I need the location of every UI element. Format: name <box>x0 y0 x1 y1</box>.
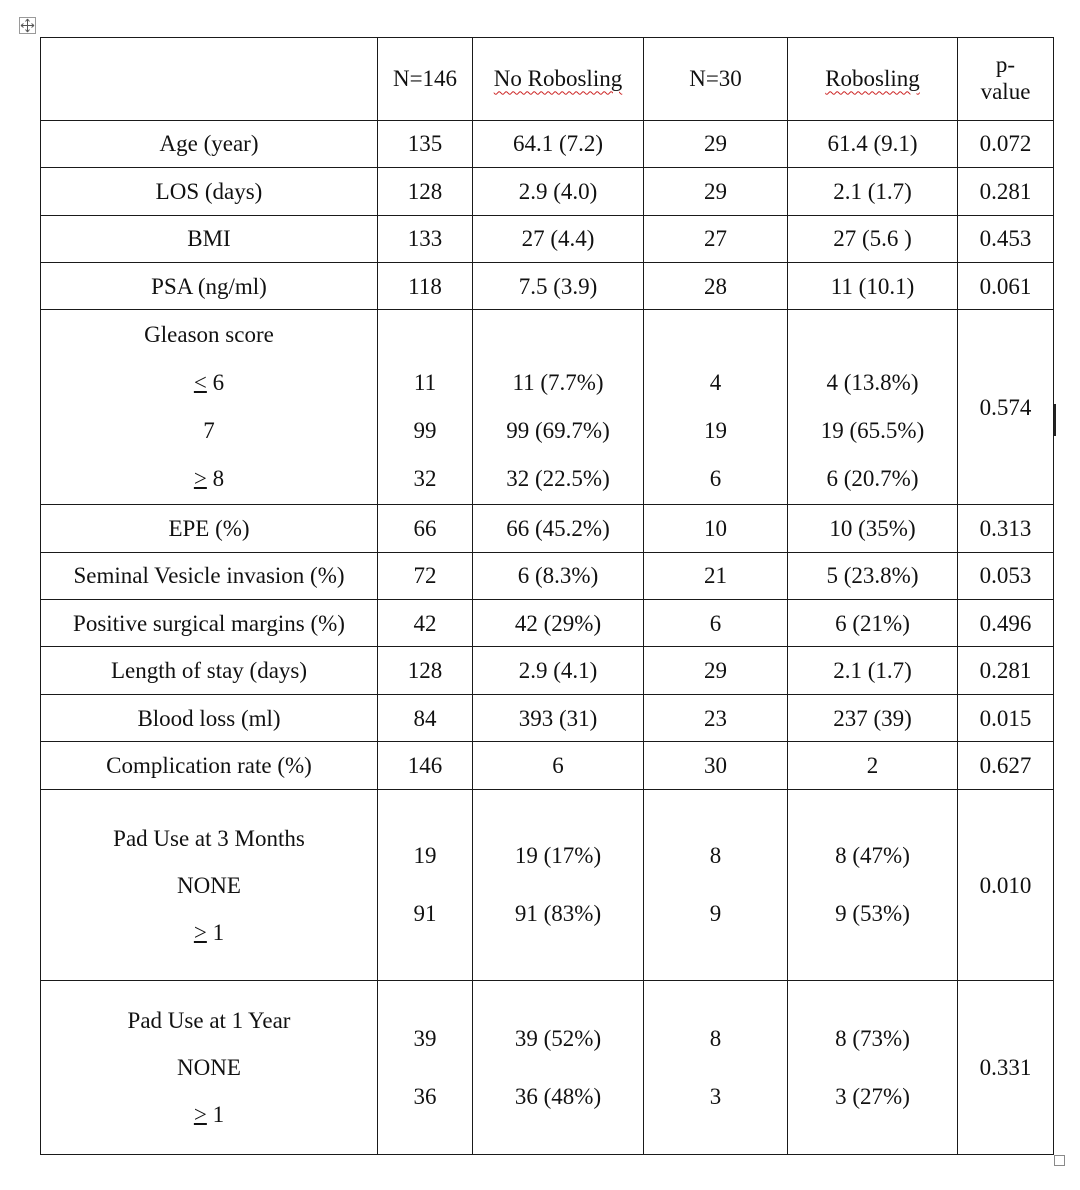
row-pvalue[interactable]: 0.015 <box>958 694 1054 741</box>
results-table <box>40 37 1054 1155</box>
gleason-level-label: > 8 <box>193 466 225 492</box>
pad1-group1: 39 (52%) <box>514 1025 602 1051</box>
row-pvalue[interactable]: 0.053 <box>958 552 1054 599</box>
pad1-n1: 39 <box>413 1025 437 1051</box>
pad1-group2: 8 (73%) <box>835 1025 910 1051</box>
row-pvalue[interactable]: 0.281 <box>958 647 1054 694</box>
pad1-n1-cell[interactable] <box>378 981 473 1155</box>
gleason-n1-cell[interactable] <box>378 310 473 505</box>
pad3-group1: 91 (83%) <box>514 901 602 927</box>
gleason-group1-cell[interactable] <box>473 310 644 505</box>
row-group2[interactable]: 237 (39) <box>788 694 958 741</box>
row-group1[interactable]: 7.5 (3.9) <box>473 263 644 310</box>
row-n2[interactable]: 27 <box>644 215 788 262</box>
row-group2[interactable]: 2 <box>788 742 958 789</box>
pad3-n2: 8 <box>709 843 722 869</box>
row-group1[interactable]: 27 (4.4) <box>473 215 644 262</box>
header-n2[interactable]: N=30 <box>644 38 788 121</box>
header-group1[interactable] <box>473 38 644 121</box>
table-row-psa <box>41 263 1054 310</box>
row-group2[interactable]: 10 (35%) <box>788 505 958 552</box>
row-n1[interactable]: 135 <box>378 120 473 167</box>
row-label[interactable]: Age (year) <box>41 120 378 167</box>
row-n1[interactable]: 66 <box>378 505 473 552</box>
row-group1[interactable]: 64.1 (7.2) <box>473 120 644 167</box>
row-pvalue[interactable]: 0.313 <box>958 505 1054 552</box>
row-n1[interactable]: 133 <box>378 215 473 262</box>
gleason-group2-cell[interactable] <box>788 310 958 505</box>
pad3-group2-cell[interactable] <box>788 789 958 981</box>
row-n2[interactable]: 23 <box>644 694 788 741</box>
row-label[interactable]: LOS (days) <box>41 168 378 215</box>
table-row-complication-rate <box>41 742 1054 789</box>
gleason-label-cell[interactable] <box>41 310 378 505</box>
pad3-pvalue[interactable]: 0.010 <box>958 789 1054 981</box>
row-group1[interactable]: 393 (31) <box>473 694 644 741</box>
pad3-group2: 9 (53%) <box>835 901 910 927</box>
gleason-n2: 6 <box>709 466 722 492</box>
pad1-title: Pad Use at 1 Year <box>127 1008 291 1034</box>
header-pvalue-line2: value <box>980 78 1031 104</box>
row-n2[interactable]: 21 <box>644 552 788 599</box>
gleason-group1: 32 (22.5%) <box>506 466 610 492</box>
row-group1[interactable]: 2.9 (4.1) <box>473 647 644 694</box>
row-pvalue[interactable]: 0.061 <box>958 263 1054 310</box>
row-pvalue[interactable]: 0.281 <box>958 168 1054 215</box>
table-row-age <box>41 120 1054 167</box>
gleason-level-label: < 6 <box>193 370 225 396</box>
gleason-group1: 11 (7.7%) <box>512 370 604 396</box>
row-n1[interactable]: 146 <box>378 742 473 789</box>
pad3-group1-cell[interactable] <box>473 789 644 981</box>
row-group1[interactable]: 2.9 (4.0) <box>473 168 644 215</box>
row-n2[interactable]: 29 <box>644 647 788 694</box>
table-move-handle-icon[interactable] <box>19 17 36 34</box>
pad3-group1: 19 (17%) <box>514 843 602 869</box>
row-pvalue[interactable]: 0.496 <box>958 600 1054 647</box>
row-group2[interactable]: 11 (10.1) <box>788 263 958 310</box>
row-group1[interactable]: 66 (45.2%) <box>473 505 644 552</box>
header-pvalue-line1: p- <box>995 52 1016 78</box>
row-n1[interactable]: 128 <box>378 168 473 215</box>
pad1-group1-cell[interactable] <box>473 981 644 1155</box>
row-group2[interactable]: 2.1 (1.7) <box>788 647 958 694</box>
gleason-group2: 19 (65.5%) <box>820 418 925 444</box>
pad1-level-label: > 1 <box>193 1102 225 1128</box>
row-label[interactable]: Blood loss (ml) <box>41 694 378 741</box>
row-label[interactable]: Positive surgical margins (%) <box>41 600 378 647</box>
pad3-label-cell[interactable] <box>41 789 378 981</box>
pad3-level-label: > 1 <box>193 919 225 945</box>
row-pvalue[interactable]: 0.072 <box>958 120 1054 167</box>
row-n2[interactable]: 6 <box>644 600 788 647</box>
row-group1[interactable]: 6 <box>473 742 644 789</box>
row-pvalue[interactable]: 0.627 <box>958 742 1054 789</box>
header-group1-text: No Robosling <box>493 66 623 92</box>
pad3-n1: 19 <box>413 843 437 869</box>
row-n2[interactable]: 10 <box>644 505 788 552</box>
row-group2[interactable]: 27 (5.6 ) <box>788 215 958 262</box>
header-n1[interactable]: N=146 <box>378 38 473 121</box>
table-row-epe <box>41 505 1054 552</box>
pad3-group2: 8 (47%) <box>835 843 910 869</box>
row-label[interactable]: BMI <box>41 215 378 262</box>
text-cursor <box>1054 404 1056 436</box>
gleason-group2: 4 (13.8%) <box>826 370 919 396</box>
row-n1[interactable]: 128 <box>378 647 473 694</box>
row-group1[interactable]: 6 (8.3%) <box>473 552 644 599</box>
pad1-label-cell[interactable] <box>41 981 378 1155</box>
row-label[interactable]: Length of stay (days) <box>41 647 378 694</box>
row-label[interactable]: EPE (%) <box>41 505 378 552</box>
table-row-gleason <box>41 310 1054 505</box>
pad1-level-label: NONE <box>177 1055 241 1081</box>
row-n2[interactable]: 29 <box>644 120 788 167</box>
row-n2[interactable]: 30 <box>644 742 788 789</box>
pad1-n2: 3 <box>709 1083 722 1109</box>
gleason-n1: 11 <box>413 370 437 396</box>
pad1-n2: 8 <box>709 1025 722 1051</box>
gleason-n1: 32 <box>413 466 437 492</box>
table-row-blood-loss <box>41 694 1054 741</box>
row-n2[interactable]: 29 <box>644 168 788 215</box>
gleason-level-label: 7 <box>203 418 215 444</box>
pad1-group2-cell[interactable] <box>788 981 958 1155</box>
row-label[interactable]: Complication rate (%) <box>41 742 378 789</box>
pad1-n2-cell[interactable] <box>644 981 788 1155</box>
row-group1[interactable]: 42 (29%) <box>473 600 644 647</box>
row-n2[interactable]: 28 <box>644 263 788 310</box>
gleason-n2: 19 <box>704 418 727 444</box>
row-n1[interactable]: 72 <box>378 552 473 599</box>
row-group2[interactable]: 5 (23.8%) <box>788 552 958 599</box>
pad3-n1: 91 <box>413 901 437 927</box>
header-pvalue[interactable] <box>958 38 1054 121</box>
gleason-title: Gleason score <box>144 322 274 348</box>
row-group2[interactable]: 6 (21%) <box>788 600 958 647</box>
header-row <box>41 38 1054 121</box>
pad3-n2: 9 <box>709 901 722 927</box>
pad1-pvalue[interactable]: 0.331 <box>958 981 1054 1155</box>
row-pvalue[interactable]: 0.453 <box>958 215 1054 262</box>
pad3-n2-cell[interactable] <box>644 789 788 981</box>
pad1-group1: 36 (48%) <box>514 1083 602 1109</box>
row-label[interactable]: Seminal Vesicle invasion (%) <box>41 552 378 599</box>
row-n1[interactable]: 42 <box>378 600 473 647</box>
row-group2[interactable]: 2.1 (1.7) <box>788 168 958 215</box>
pad1-group2: 3 (27%) <box>835 1083 910 1109</box>
pad1-n1: 36 <box>413 1083 437 1109</box>
table-row-surgical-margins <box>41 600 1054 647</box>
table-row-pad-use-1-year <box>41 981 1054 1155</box>
table-resize-handle[interactable] <box>1054 1155 1065 1166</box>
header-group2-text: Robosling <box>825 66 920 92</box>
pad3-n1-cell[interactable] <box>378 789 473 981</box>
row-n1[interactable]: 84 <box>378 694 473 741</box>
table-row-los <box>41 168 1054 215</box>
row-group2[interactable]: 61.4 (9.1) <box>788 120 958 167</box>
row-n1[interactable]: 118 <box>378 263 473 310</box>
table-row-length-of-stay <box>41 647 1054 694</box>
header-label-cell[interactable] <box>41 38 378 121</box>
gleason-group2: 6 (20.7%) <box>826 466 919 492</box>
pad3-title: Pad Use at 3 Months <box>113 825 305 851</box>
gleason-n2-cell[interactable] <box>644 310 788 505</box>
gleason-n1: 99 <box>413 418 437 444</box>
table-row-pad-use-3-months <box>41 789 1054 981</box>
gleason-pvalue[interactable]: 0.574 <box>958 310 1054 505</box>
gleason-group1: 99 (69.7%) <box>506 418 610 444</box>
gleason-n2: 4 <box>709 370 722 396</box>
pad3-level-label: NONE <box>177 872 241 898</box>
table-row-seminal-vesicle <box>41 552 1054 599</box>
row-label[interactable]: PSA (ng/ml) <box>41 263 378 310</box>
header-group2[interactable] <box>788 38 958 121</box>
table-row-bmi <box>41 215 1054 262</box>
